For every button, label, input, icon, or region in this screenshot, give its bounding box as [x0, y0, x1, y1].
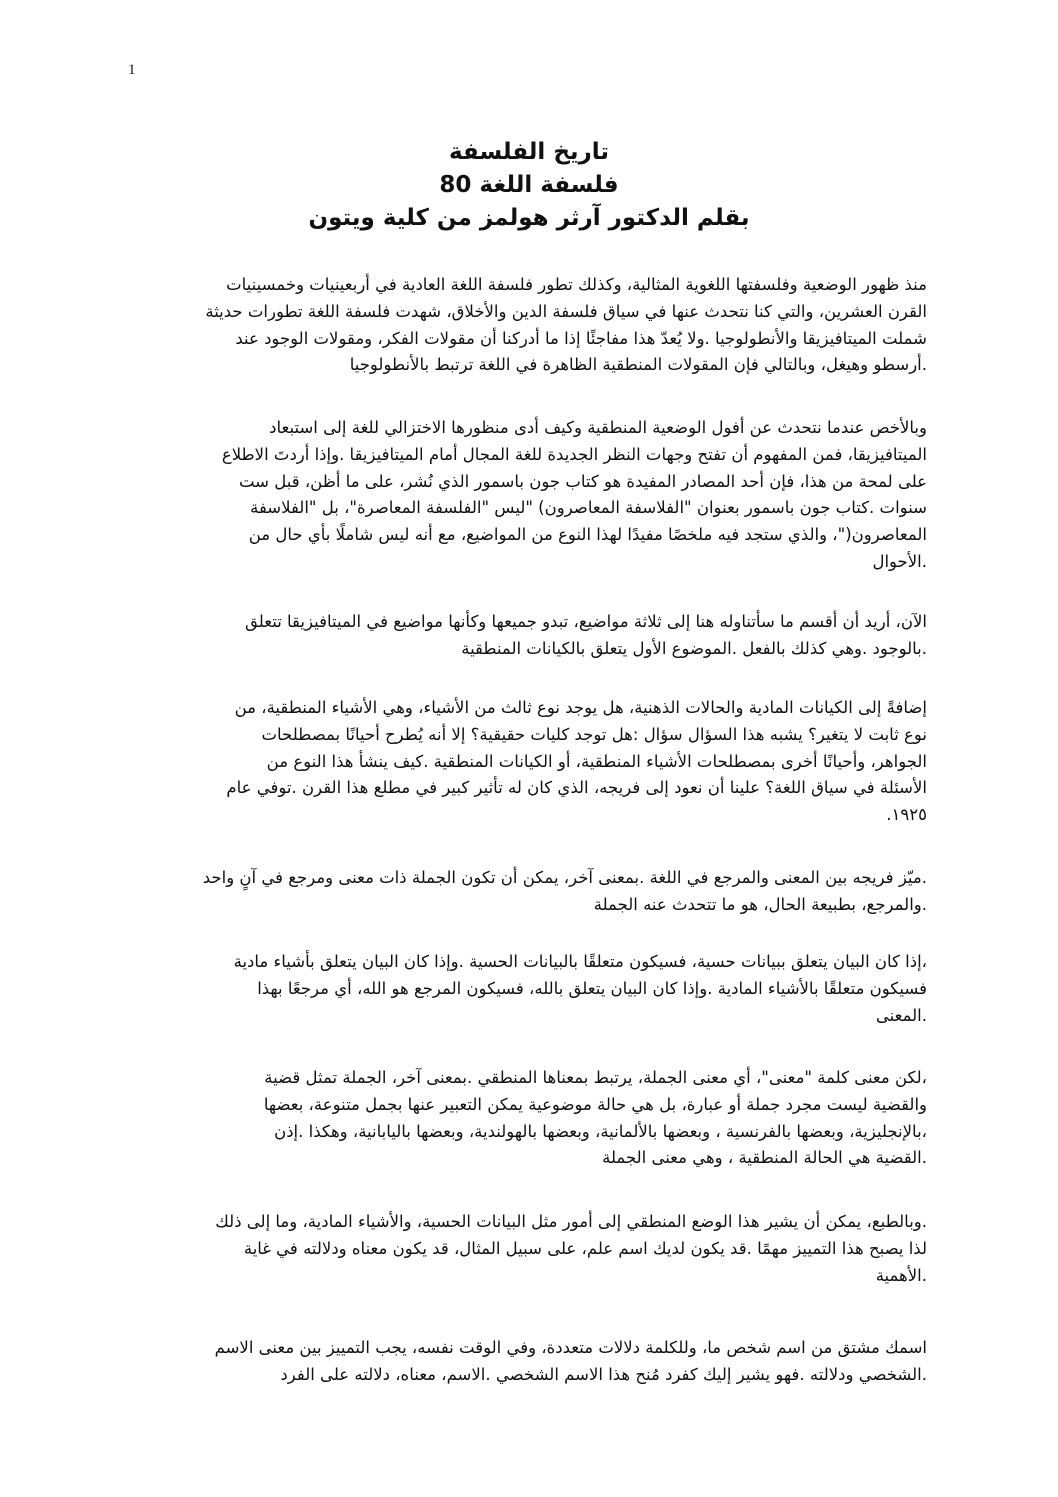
paragraph-line: .والمرجع، بطبيعة الحال، هو ما تتحدث عنه الجملة	[593, 894, 927, 914]
paragraph	[133, 1209, 927, 1289]
paragraph	[133, 1335, 927, 1389]
paragraph-line: .الأحوال	[872, 551, 927, 571]
paragraph-line: .أرسطو وهيغل، وبالتالي فإن المقولات المنطقية الظاهرة في اللغة ترتبط بالأنطولوجيا	[349, 355, 927, 375]
paragraph-line: سنوات .كتاب جون باسمور بعنوان "الفلاسفة المعاصرون) "ليس "الفلسفة المعاصرة"، بل "الفلاسفة	[250, 498, 927, 518]
paragraph-line: على لمحة من هذا، فإن أحد المصادر المفيدة هو كتاب جون باسمور الذي نُشر، على ما أظن، قبل ست	[238, 471, 927, 491]
paragraph-line: اسمك مشتق من اسم شخص ما، وللكلمة دلالات متعددة، وفي الوقت نفسه، يجب التمييز بين معنى الاسم	[214, 1338, 927, 1357]
paragraph-line: .ميّز فريجه بين المعنى والمرجع في اللغة .بمعنى آخر، يمكن أن تكون الجملة ذات معنى ومرجع في آنٍ واحد	[202, 868, 927, 887]
subtitle-line: فلسفة اللغة 80	[439, 172, 619, 198]
paragraph-line: .الشخصي ودلالته .فهو يشير إليك كفرد مُنح هذا الاسم الشخصي .الاسم، معناه، دلالته على الفرد	[280, 1364, 927, 1384]
author-line: بقلم الدكتور آرثر هولمز من كلية ويتون	[308, 205, 750, 231]
paragraph-line: .القضية هي الحالة المنطقية ، وهي معنى الجملة	[602, 1148, 927, 1168]
paragraph	[133, 949, 927, 1029]
paragraph-line: لذا يصبح هذا التمييز مهمًا .قد يكون لديك اسم علم، على سبيل المثال، قد يكون معناه ودلالته في غاية	[243, 1238, 927, 1258]
paragraph-line: نوع ثابت لا يتغير؟ يشبه هذا السؤال سؤال :هل توجد كليات حقيقية؟ إلا أنه يُطرح أحيانًا بمصطلحات	[261, 724, 927, 744]
paragraph-line: والقضية ليست مجرد جملة أو عبارة، بل هي حالة موضوعية يمكن التعبير عنها بجمل متنوعة، بعضها	[263, 1094, 927, 1114]
title-line: تاريخ الفلسفة	[448, 139, 610, 165]
paragraph-line: .وبالطبع، يمكن أن يشير هذا الوضع المنطقي إلى أمور مثل البيانات الحسية، والأشياء المادية، وما إلى ذلك	[215, 1212, 927, 1231]
paragraph-line: .الأهمية	[875, 1265, 927, 1285]
paragraph-line: ،إذا كان البيان يتعلق ببيانات حسية، فسيكون متعلقًا بالبيانات الحسية .وإذا كان البيان يتعلق بأشياء مادية	[233, 952, 927, 971]
paragraph-line: فسيكون متعلقًا بالأشياء المادية .وإذا كان البيان يتعلق بالله، فسيكون المرجع هو الله، أي مرجعًا بهذا	[257, 978, 927, 998]
paragraph-line: ،لكن معنى كلمة "معنى"، أي معنى الجملة، يرتبط بمعناها المنطقي .بمعنى آخر، الجملة تمثل قضية	[264, 1068, 927, 1087]
paragraph	[133, 695, 927, 829]
paragraph	[133, 609, 927, 663]
paragraph	[133, 865, 927, 919]
paragraph-line: المعاصرون("، والذي ستجد فيه ملخصًا مفيدًا لهذا النوع من المواضيع، مع أنه ليس شاملًا بأي حال من	[248, 525, 927, 545]
paragraph-line: وبالأخص عندما نتحدث عن أفول الوضعية المنطقية وكيف أدى منظورها الاختزالي للغة إلى استبعاد	[269, 418, 927, 437]
paragraph-line: إضافةً إلى الكيانات المادية والحالات الذهنية، هل يوجد نوع ثالث من الأشياء، وهي الأشياء المنطقية، من	[234, 698, 927, 717]
paragraph-line: الجواهر، وأحيانًا أخرى بمصطلحات الأشياء المنطقية، أو الكيانات المنطقية .كيف ينشأ هذا النوع من	[266, 751, 927, 771]
paragraph-line: منذ ظهور الوضعية وفلسفتها اللغوية المثالية، وكذلك تطور فلسفة اللغة العادية في أربعينيات وخمسينيات	[226, 275, 927, 294]
paragraph-line: الأسئلة في سياق اللغة؟ علينا أن نعود إلى فريجه، الذي كان له تأثير كبير في مطلع هذا القرن .توفي عام	[226, 778, 927, 798]
paragraph	[133, 1065, 927, 1172]
document-title-block	[0, 136, 1058, 235]
paragraph	[133, 272, 927, 379]
paragraph-line: شملت الميتافيزيقا والأنطولوجيا .ولا يُعدّ هذا مفاجئًا إذا ما أدركنا أن مقولات الفكر، ومقولات الوجود عند	[235, 328, 927, 348]
paragraph-line: .بالوجود .وهي كذلك بالفعل .الموضوع الأول يتعلق بالكيانات المنطقية	[461, 638, 927, 658]
paragraph-line: .المعنى	[875, 1005, 927, 1025]
paragraph	[133, 415, 927, 576]
page-number: 1	[128, 62, 136, 78]
paragraph-line: القرن العشرين، والتي كنا نتحدث عنها في سياق فلسفة الدين والأخلاق، شهدت فلسفة اللغة تطورات حديثة	[205, 301, 927, 321]
paragraph-line: الميتافيزيقا، فمن المفهوم أن تفتح وجهات النظر الجديدة للغة المجال أمام الميتافيزيقا .وإذا أردتَ الاطلاع	[221, 444, 927, 464]
paragraph-line: ١٩٢٥.	[886, 805, 927, 825]
paragraph-line: ،بالإنجليزية، وبعضها بالفرنسية ، وبعضها بالألمانية، وبعضها بالهولندية، وبعضها باليابانية، وهكذا .إذن	[274, 1121, 927, 1141]
paragraph-line: الآن، أريد أن أقسم ما سأتناوله هنا إلى ثلاثة مواضيع، تبدو جميعها وكأنها مواضيع في الميتافيزيقا تتعلق	[245, 612, 927, 631]
